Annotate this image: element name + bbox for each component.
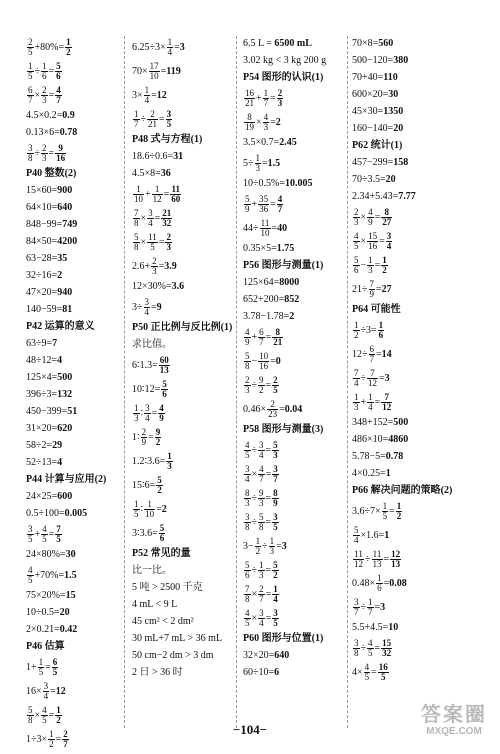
answer-line: $\frac{7}{8}$ × $\frac{3}{4}$ = $\frac{21}{32}$ [134,208,172,228]
answer-line: 0.35×5=1.75 [243,243,295,254]
answer-line: 2.34+5.43=7.77 [352,191,416,202]
section-heading: P66 解决问题的策略(2) [352,485,453,496]
watermark-url: MXQE.COM [426,726,482,737]
answer-line: 21÷ $\frac{7}{9}$ =27 [352,279,392,299]
answer-line: $\frac{3}{8}$ ÷ $\frac{2}{3}$ = $\frac{9}{16}$ [28,143,66,163]
answer-line: 32×20=640 [243,650,290,661]
answer-line: 70+40=110 [352,72,398,83]
section-heading: P54 图形的认识(1) [243,72,324,83]
answer-line: 63÷9=7 [26,338,58,349]
answer-line: $\frac{7}{4}$ ÷ $\frac{7}{12}$ =3 [354,368,390,388]
answer-line: 6.5 L = 6500 mL [243,38,312,49]
answer-line: $\frac{4}{5}$ +70%=1.5 [28,565,77,585]
answer-line: 6∶1.3= $\frac{60}{13}$ [132,355,169,375]
answer-line: 1∶ $\frac{2}{9}$ = $\frac{9}{2}$ [132,427,161,447]
answer-line: 3∶3.6= $\frac{5}{6}$ [132,523,165,543]
answer-line: 4 mL < 9 L [132,599,178,610]
answer-line: 0.5÷100=0.005 [26,508,88,519]
answer-line: 64×10=640 [26,202,73,213]
answer-line: $\frac{5}{8}$ × $\frac{11}{5}$ = $\frac{2}{3}$ [134,232,171,252]
answer-line: 5.78−5=0.78 [352,451,404,462]
answer-line: 15∶6= $\frac{5}{2}$ [132,475,162,495]
answer-line: 652+200=852 [243,294,300,305]
answer-line: $\frac{5}{6}$ ÷ $\frac{1}{3}$ = $\frac{5}{2}$ [245,560,278,580]
answer-line: 2×0.21=0.42 [26,624,78,635]
answer-line: 348+152=500 [352,417,409,428]
answer-line: 160−140=20 [352,123,404,134]
answer-line: $\frac{2}{3}$ × $\frac{4}{9}$ = $\frac{8}{27}$ [354,207,392,227]
answer-line: $\frac{8}{19}$ × $\frac{4}{3}$ =2 [245,112,281,132]
answer-line: 600×20=30 [352,89,399,100]
answer-line: 3.02 kg < 3 kg 200 g [243,55,327,66]
answer-line: $\frac{2}{5}$ +80%= $\frac{1}{2}$ [28,37,71,57]
answer-line: $\frac{5}{4}$ ×1.6=1 [354,525,390,545]
answer-line: 10÷0.5=20 [26,607,70,618]
answer-line: 457−299=158 [352,157,409,168]
answer-line: 125×4=500 [26,372,73,383]
answer-line: $\frac{6}{7}$ × $\frac{2}{3}$ = $\frac{4}{7}$ [28,85,61,105]
answer-line: $\frac{4}{9}$ + $\frac{6}{7}$ = $\frac{8}{21}$ [245,327,283,347]
answer-line: 比一比。 [132,565,172,576]
answer-line: $\frac{1}{5}$ ÷ $\frac{1}{6}$ = $\frac{5}{6}$ [28,61,61,81]
answer-line: 500−120=380 [352,55,409,66]
answer-line: 140−59=81 [26,304,73,315]
answer-line: 848−99=749 [26,219,78,230]
section-heading: P46 估算 [26,641,65,652]
answer-line: 3÷ $\frac{3}{4}$ =9 [132,297,162,317]
answer-line: 31×20=620 [26,423,73,434]
answer-line: 4.5×0.2=0.9 [26,110,75,121]
answer-line: $\frac{3}{8}$ ÷ $\frac{4}{5}$ = $\frac{15}{32}$ [354,638,392,658]
answer-line: 3.5×0.7=2.45 [243,137,297,148]
answer-line: 52÷13=4 [26,457,63,468]
section-heading: P58 图形与测量(3) [243,424,324,435]
section-heading: P44 计算与应用(2) [26,474,107,485]
answer-line: 2.6+ $\frac{2}{3}$ =3.9 [132,256,177,276]
answer-line: $\frac{1}{3}$ ∶ $\frac{3}{4}$ = $\frac{4}{9}$ [134,403,164,423]
answer-line: 6.25÷3× $\frac{1}{4}$ =3 [132,37,185,57]
section-heading: P48 式与方程(1) [132,134,203,145]
answer-line: 396÷3=132 [26,389,73,400]
section-heading: P40 整数(2) [26,168,77,179]
answer-line: 45×30=1350 [352,106,404,117]
answer-line: $\frac{8}{3}$ ÷ $\frac{9}{3}$ = $\frac{8}{9}$ [245,488,278,508]
answer-line: $\frac{1}{3}$ + $\frac{1}{4}$ = $\frac{7}{12}$ [354,392,392,412]
answer-line: 10∶12= $\frac{5}{6}$ [132,379,167,399]
answer-line: 1+ $\frac{1}{5}$ = $\frac{6}{5}$ [26,657,58,677]
answer-line: $\frac{2}{3}$ ÷ $\frac{9}{2}$ = $\frac{2}{5}$ [245,375,278,395]
answer-line: 70÷3.5=20 [352,174,396,185]
answer-line: 5.5+4.5=10 [352,622,399,633]
answer-line: $\frac{5}{8}$ × $\frac{4}{5}$ = $\frac{1}{2}$ [28,705,61,725]
answer-line: 16× $\frac{3}{4}$ =12 [26,681,66,701]
answer-line: $\frac{1}{7}$ ÷ $\frac{2}{21}$ = $\frac{3}{5}$ [134,109,172,129]
answer-line: 50 cm−2 dm > 3 dm [132,650,214,661]
answer-column-2 [132,38,232,684]
answer-line: $\frac{11}{12}$ ÷ $\frac{11}{13}$ = $\frac{12}{13}$ [354,549,401,569]
answer-line: $\frac{5}{8}$ − $\frac{10}{16}$ =0 [245,351,281,371]
answer-line: 30 mL+7 mL > 36 mL [132,633,223,644]
answer-line: 58÷2=29 [26,440,63,451]
answer-line: $\frac{4}{5}$ × $\frac{3}{4}$ = $\frac{3}{5}$ [245,608,278,628]
answer-line: 10÷0.5%=10.005 [243,178,313,189]
answer-line: 15×60=900 [26,185,73,196]
column-divider [236,36,237,728]
answer-line: 450−399=51 [26,406,78,417]
answer-line: $\frac{4}{5}$ × $\frac{15}{16}$ = $\frac{3}{4}$ [354,231,392,251]
answer-line: 0.48× $\frac{1}{6}$ =0.08 [352,573,407,593]
answer-line: $\frac{4}{5}$ ÷ $\frac{3}{4}$ = $\frac{5}{3}$ [245,440,278,460]
answer-line: $\frac{5}{9}$ + $\frac{35}{36}$ = $\frac{4}{7}$ [245,194,283,214]
answer-column-1 [26,38,118,754]
watermark-text: 答案圈 [421,704,487,726]
section-heading: P56 图形与测量(1) [243,260,324,271]
answer-line: $\frac{1}{2}$ ÷3= $\frac{1}{6}$ [354,320,384,340]
answer-line: 12×30%=3.6 [132,281,185,292]
answer-line: 0.13×6=0.78 [26,127,78,138]
answer-line: 求比值。 [132,339,172,350]
answer-line: 3× $\frac{1}{4}$ =12 [132,85,167,105]
section-heading: P42 运算的意义 [26,321,95,332]
answer-line: 45 cm² < 2 dm² [132,616,194,627]
answer-line: 5÷ $\frac{1}{3}$ =1.5 [243,153,281,173]
answer-line: 63−28=35 [26,253,68,264]
answer-line: $\frac{1}{5}$ ∶ $\frac{1}{10}$ =2 [134,499,167,519]
answer-line: 12÷ $\frac{6}{7}$ =14 [352,344,392,364]
answer-line: 48÷12=4 [26,355,63,366]
page-number: −104− [232,722,268,737]
answer-line: $\frac{3}{7}$ ÷ $\frac{1}{7}$ =3 [354,597,386,617]
section-heading: P64 可能性 [352,304,401,315]
answer-line: 18.6÷0.6=31 [132,151,184,162]
watermark-logo [414,704,494,737]
answer-line: 4×0.25=1 [352,468,391,479]
column-divider [347,36,348,728]
answer-line: 44÷ $\frac{11}{10}$ =40 [243,218,288,238]
answer-line: 47×20=940 [26,287,73,298]
answer-column-4 [352,38,462,687]
answer-line: 4.5×8=36 [132,168,171,179]
answer-line: 75×20%=15 [26,590,76,601]
section-heading: P50 正比例与反比例(1) [132,322,233,333]
section-heading: P60 图形与位置(1) [243,633,324,644]
answer-line: 24×25=600 [26,491,73,502]
section-heading: P62 统计(1) [352,140,403,151]
answer-line: 125×64=8000 [243,277,300,288]
answer-line: 1.2∶3.6= $\frac{1}{3}$ [132,451,172,471]
answer-line: 2 日 > 36 时 [132,667,183,678]
answer-line: $\frac{16}{21}$ + $\frac{1}{7}$ = $\frac{2}{3}$ [245,88,283,108]
answer-line: 4× $\frac{4}{5}$ = $\frac{16}{5}$ [352,662,388,682]
answer-line: $\frac{3}{8}$ ÷ $\frac{5}{8}$ = $\frac{3}{5}$ [245,512,278,532]
answer-line: 60÷10=6 [243,667,280,678]
answer-line: 5 吨 > 2500 千克 [132,582,203,593]
answer-line: $\frac{5}{6}$ − $\frac{1}{3}$ = $\frac{1}{2}$ [354,255,387,275]
answer-line: 3.78−1.78=2 [243,311,295,322]
column-divider [124,36,125,728]
answer-line: 3.6÷7× $\frac{1}{5}$ = $\frac{1}{2}$ [352,501,402,521]
answer-line: 32÷16=2 [26,270,63,281]
answer-line: 70×8=560 [352,38,394,49]
section-heading: P52 常见的量 [132,548,191,559]
answer-line: 24×80%=30 [26,549,76,560]
answer-line: 486×10=4860 [352,434,409,445]
answer-line: 84×50=4200 [26,236,78,247]
answer-line: $\frac{3}{5}$ + $\frac{4}{5}$ = $\frac{7}{5}$ [28,524,61,544]
answer-line: 3− $\frac{1}{2}$ ÷ $\frac{1}{3}$ =3 [243,536,287,556]
answer-line: $\frac{7}{8}$ × $\frac{2}{7}$ = $\frac{1}{4}$ [245,584,278,604]
answer-line: 70× $\frac{17}{10}$ =119 [132,61,181,81]
answer-column-3 [243,38,347,684]
answer-line: 0.46× $\frac{2}{23}$ =0.04 [243,399,303,419]
answer-line: $\frac{3}{4}$ × $\frac{4}{7}$ = $\frac{3}{7}$ [245,464,278,484]
answer-line: $\frac{1}{10}$ + $\frac{1}{12}$ = $\frac{11}{60}$ [134,184,181,204]
answer-line: 1÷3× $\frac{1}{2}$ = $\frac{2}{7}$ [26,729,68,749]
